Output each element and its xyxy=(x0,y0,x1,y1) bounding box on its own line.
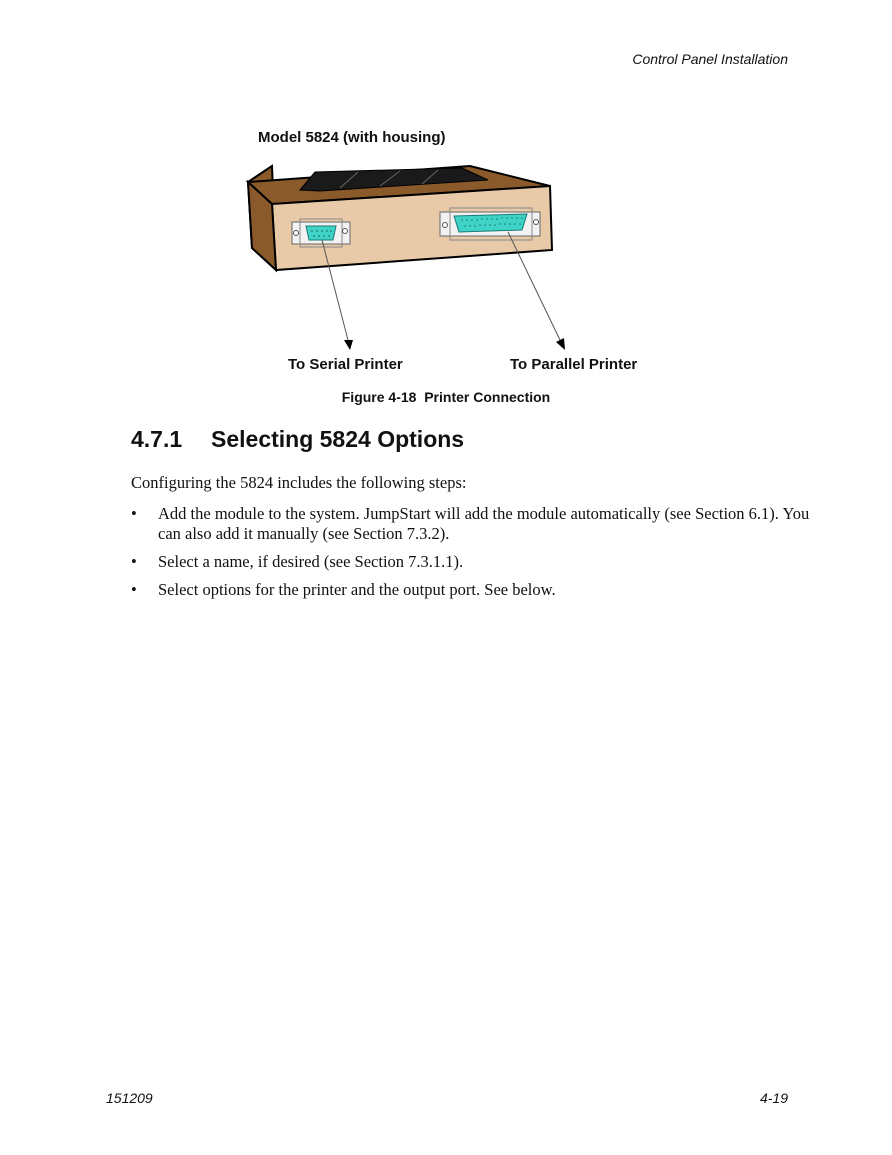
list-item-text: Select a name, if desired (see Section 7.3.1.1). xyxy=(158,552,464,571)
list-item xyxy=(131,552,811,572)
figure-caption: Figure 4-18 Printer Connection xyxy=(341,389,551,405)
model-5824-illustration xyxy=(240,160,570,360)
section-heading xyxy=(131,426,464,453)
serial-arrowhead xyxy=(344,340,353,350)
list-item xyxy=(131,504,811,544)
footer-page-number: 4-19 xyxy=(759,1090,788,1106)
parallel-printer-label: To Parallel Printer xyxy=(510,356,638,373)
footer-doc-number: 151209 xyxy=(106,1090,153,1106)
steps-list xyxy=(131,504,811,608)
list-item-text: Add the module to the system. JumpStart will add the module automatically (see Section 6.1). You can also add it manually (see Section 7.3.2). xyxy=(158,504,810,543)
serial-connector xyxy=(292,219,350,247)
section-title: Selecting 5824 Options xyxy=(211,426,465,452)
intro-paragraph: Configuring the 5824 includes the following steps: xyxy=(131,473,467,492)
bullet-icon: • xyxy=(131,504,137,523)
section-number: 4.7.1 xyxy=(131,426,183,452)
serial-printer-label: To Serial Printer xyxy=(288,356,403,373)
bullet-icon: • xyxy=(131,580,137,599)
parallel-connector xyxy=(440,208,540,240)
list-item-text: Select options for the printer and the output port. See below. xyxy=(158,580,556,599)
figure-title: Model 5824 (with housing) xyxy=(258,129,446,146)
bullet-icon: • xyxy=(131,552,137,571)
list-item xyxy=(131,580,811,600)
parallel-arrowhead xyxy=(556,338,565,350)
running-header: Control Panel Installation xyxy=(632,51,788,67)
